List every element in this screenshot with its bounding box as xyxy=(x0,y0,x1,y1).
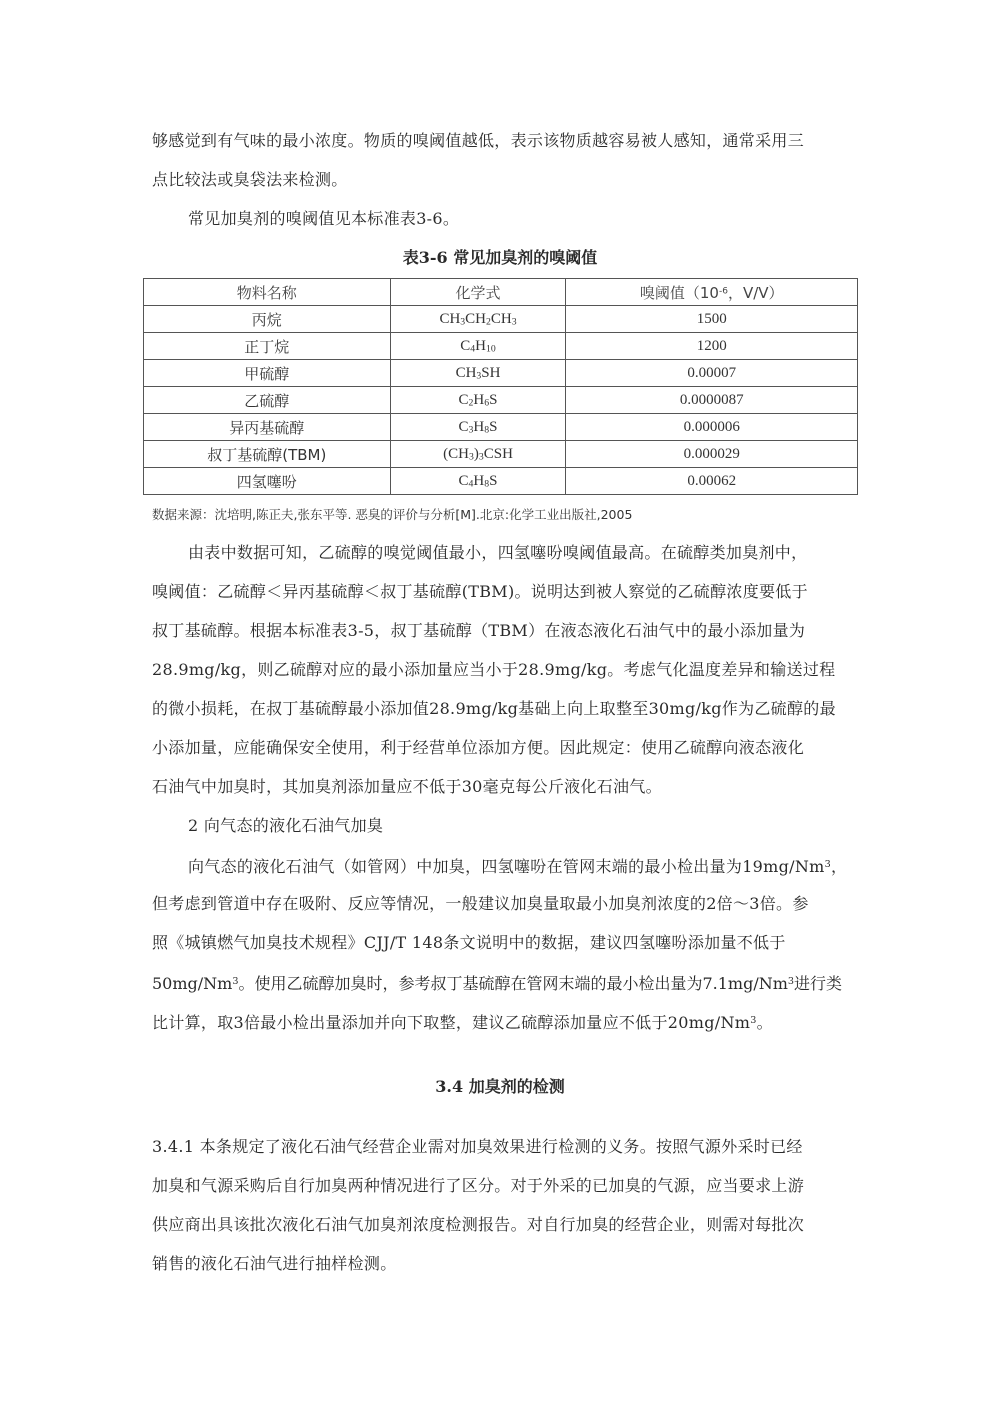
table-header-row xyxy=(144,279,858,306)
cell-threshold: 1500 xyxy=(566,306,858,333)
gas-line-5: 比计算，取3倍最小检出量添加并向下取整，建议乙硫醇添加量应不低于20mg/Nm$^3$。 xyxy=(152,1012,773,1032)
table-row xyxy=(144,468,858,495)
analysis-line-4: 28.9mg/kg，则乙硫醇对应的最小添加量应当小于28.9mg/kg。考虑气化温度差异和输送过程 xyxy=(152,660,836,679)
cell-threshold: 0.0000087 xyxy=(566,387,858,414)
table-caption: 表3-6 常见加臭剂的嗅阈值 xyxy=(402,248,598,267)
odorant-threshold-table xyxy=(143,278,858,495)
table-row xyxy=(144,387,858,414)
analysis-line-5: 的微小损耗，在叔丁基硫醇最小添加值28.9mg/kg基础上向上取整至30mg/kg作为乙硫醇的最 xyxy=(152,699,836,718)
table-row xyxy=(144,306,858,333)
gas-section-heading: 2 向气态的液化石油气加臭 xyxy=(188,816,384,835)
analysis-line-6: 小添加量，应能确保安全使用，利于经营单位添加方便。因此规定：使用乙硫醇向液态液化 xyxy=(152,738,805,757)
analysis-line-2: 嗅阈值：乙硫醇＜异丙基硫醇＜叔丁基硫醇(TBM)。说明达到被人察觉的乙硫醇浓度要低于 xyxy=(152,582,808,601)
cell-formula: $C_2H_6S$ xyxy=(390,387,566,414)
intro-line-1: 够感觉到有气味的最小浓度。物质的嗅阈值越低，表示该物质越容易被人感知，通常采用三 xyxy=(152,131,805,150)
gas-line-3: 照《城镇燃气加臭技术规程》CJJ/T 148条文说明中的数据，建议四氢噻吩添加量不低于 xyxy=(152,933,786,952)
cell-threshold: 0.000029 xyxy=(566,441,858,468)
cell-threshold: 1200 xyxy=(566,333,858,360)
cell-name: 正丁烷 xyxy=(144,333,391,360)
section-3-4-line-2: 加臭和气源采购后自行加臭两种情况进行了区分。对于外采的已加臭的气源，应当要求上游 xyxy=(152,1176,805,1195)
analysis-line-7: 石油气中加臭时，其加臭剂添加量应不低于30毫克每公斤液化石油气。 xyxy=(152,777,662,796)
cell-name: 叔丁基硫醇(TBM) xyxy=(144,441,391,468)
table-row xyxy=(144,360,858,387)
cell-threshold: 0.00007 xyxy=(566,360,858,387)
table-row xyxy=(144,414,858,441)
table-row xyxy=(144,333,858,360)
intro-line-2: 点比较法或臭袋法来检测。 xyxy=(152,170,348,189)
gas-line-4: 50mg/Nm$^3$。使用乙硫醇加臭时，参考叔丁基硫醇在管网末端的最小检出量为7.1mg/Nm$^3$进行类 xyxy=(152,973,843,993)
header-material-name: 物料名称 xyxy=(144,279,391,306)
analysis-line-3: 叔丁基硫醇。根据本标准表3-5，叔丁基硫醇（TBM）在液态液化石油气中的最小添加量为 xyxy=(152,621,806,640)
cell-threshold: 0.00062 xyxy=(566,468,858,495)
table-row xyxy=(144,441,858,468)
cell-threshold: 0.000006 xyxy=(566,414,858,441)
gas-line-2: 但考虑到管道中存在吸附、反应等情况，一般建议加臭量取最小加臭剂浓度的2倍～3倍。参 xyxy=(152,894,809,913)
intro-line-3: 常见加臭剂的嗅阈值见本标准表3-6。 xyxy=(188,209,460,228)
cell-formula: $(CH_3)_3CSH$ xyxy=(390,441,566,468)
cell-formula: $CH_3CH_2CH_3$ xyxy=(390,306,566,333)
table-source-note: 数据来源：沈培明,陈正夫,张东平等. 恶臭的评价与分析[M].北京:化学工业出版社,2005 xyxy=(152,507,633,522)
cell-name: 甲硫醇 xyxy=(144,360,391,387)
cell-formula: $C_4H_8S$ xyxy=(390,468,566,495)
cell-name: 丙烷 xyxy=(144,306,391,333)
cell-formula: $C_3H_8S$ xyxy=(390,414,566,441)
header-formula: 化学式 xyxy=(390,279,566,306)
gas-line-1: 向气态的液化石油气（如管网）中加臭，四氢噻吩在管网末端的最小检出量为19mg/Nm$^3$， xyxy=(188,856,848,876)
cell-name: 乙硫醇 xyxy=(144,387,391,414)
cell-formula: $CH_3SH$ xyxy=(390,360,566,387)
analysis-line-1: 由表中数据可知，乙硫醇的嗅觉阈值最小，四氢噻吩嗅阈值最高。在硫醇类加臭剂中， xyxy=(188,543,808,562)
section-3-4-line-4: 销售的液化石油气进行抽样检测。 xyxy=(152,1254,397,1273)
section-3-4-title: 3.4 加臭剂的检测 xyxy=(435,1077,565,1096)
header-threshold: 嗅阈值（$10^{-6}$，V/V） xyxy=(566,279,858,306)
cell-name: 四氢噻吩 xyxy=(144,468,391,495)
section-3-4-line-3: 供应商出具该批次液化石油气加臭剂浓度检测报告。对自行加臭的经营企业，则需对每批次 xyxy=(152,1215,805,1234)
cell-formula: $C_4H_{10}$ xyxy=(390,333,566,360)
cell-name: 异丙基硫醇 xyxy=(144,414,391,441)
section-3-4-line-1: 3.4.1 本条规定了液化石油气经营企业需对加臭效果进行检测的义务。按照气源外采时已经 xyxy=(152,1137,803,1156)
